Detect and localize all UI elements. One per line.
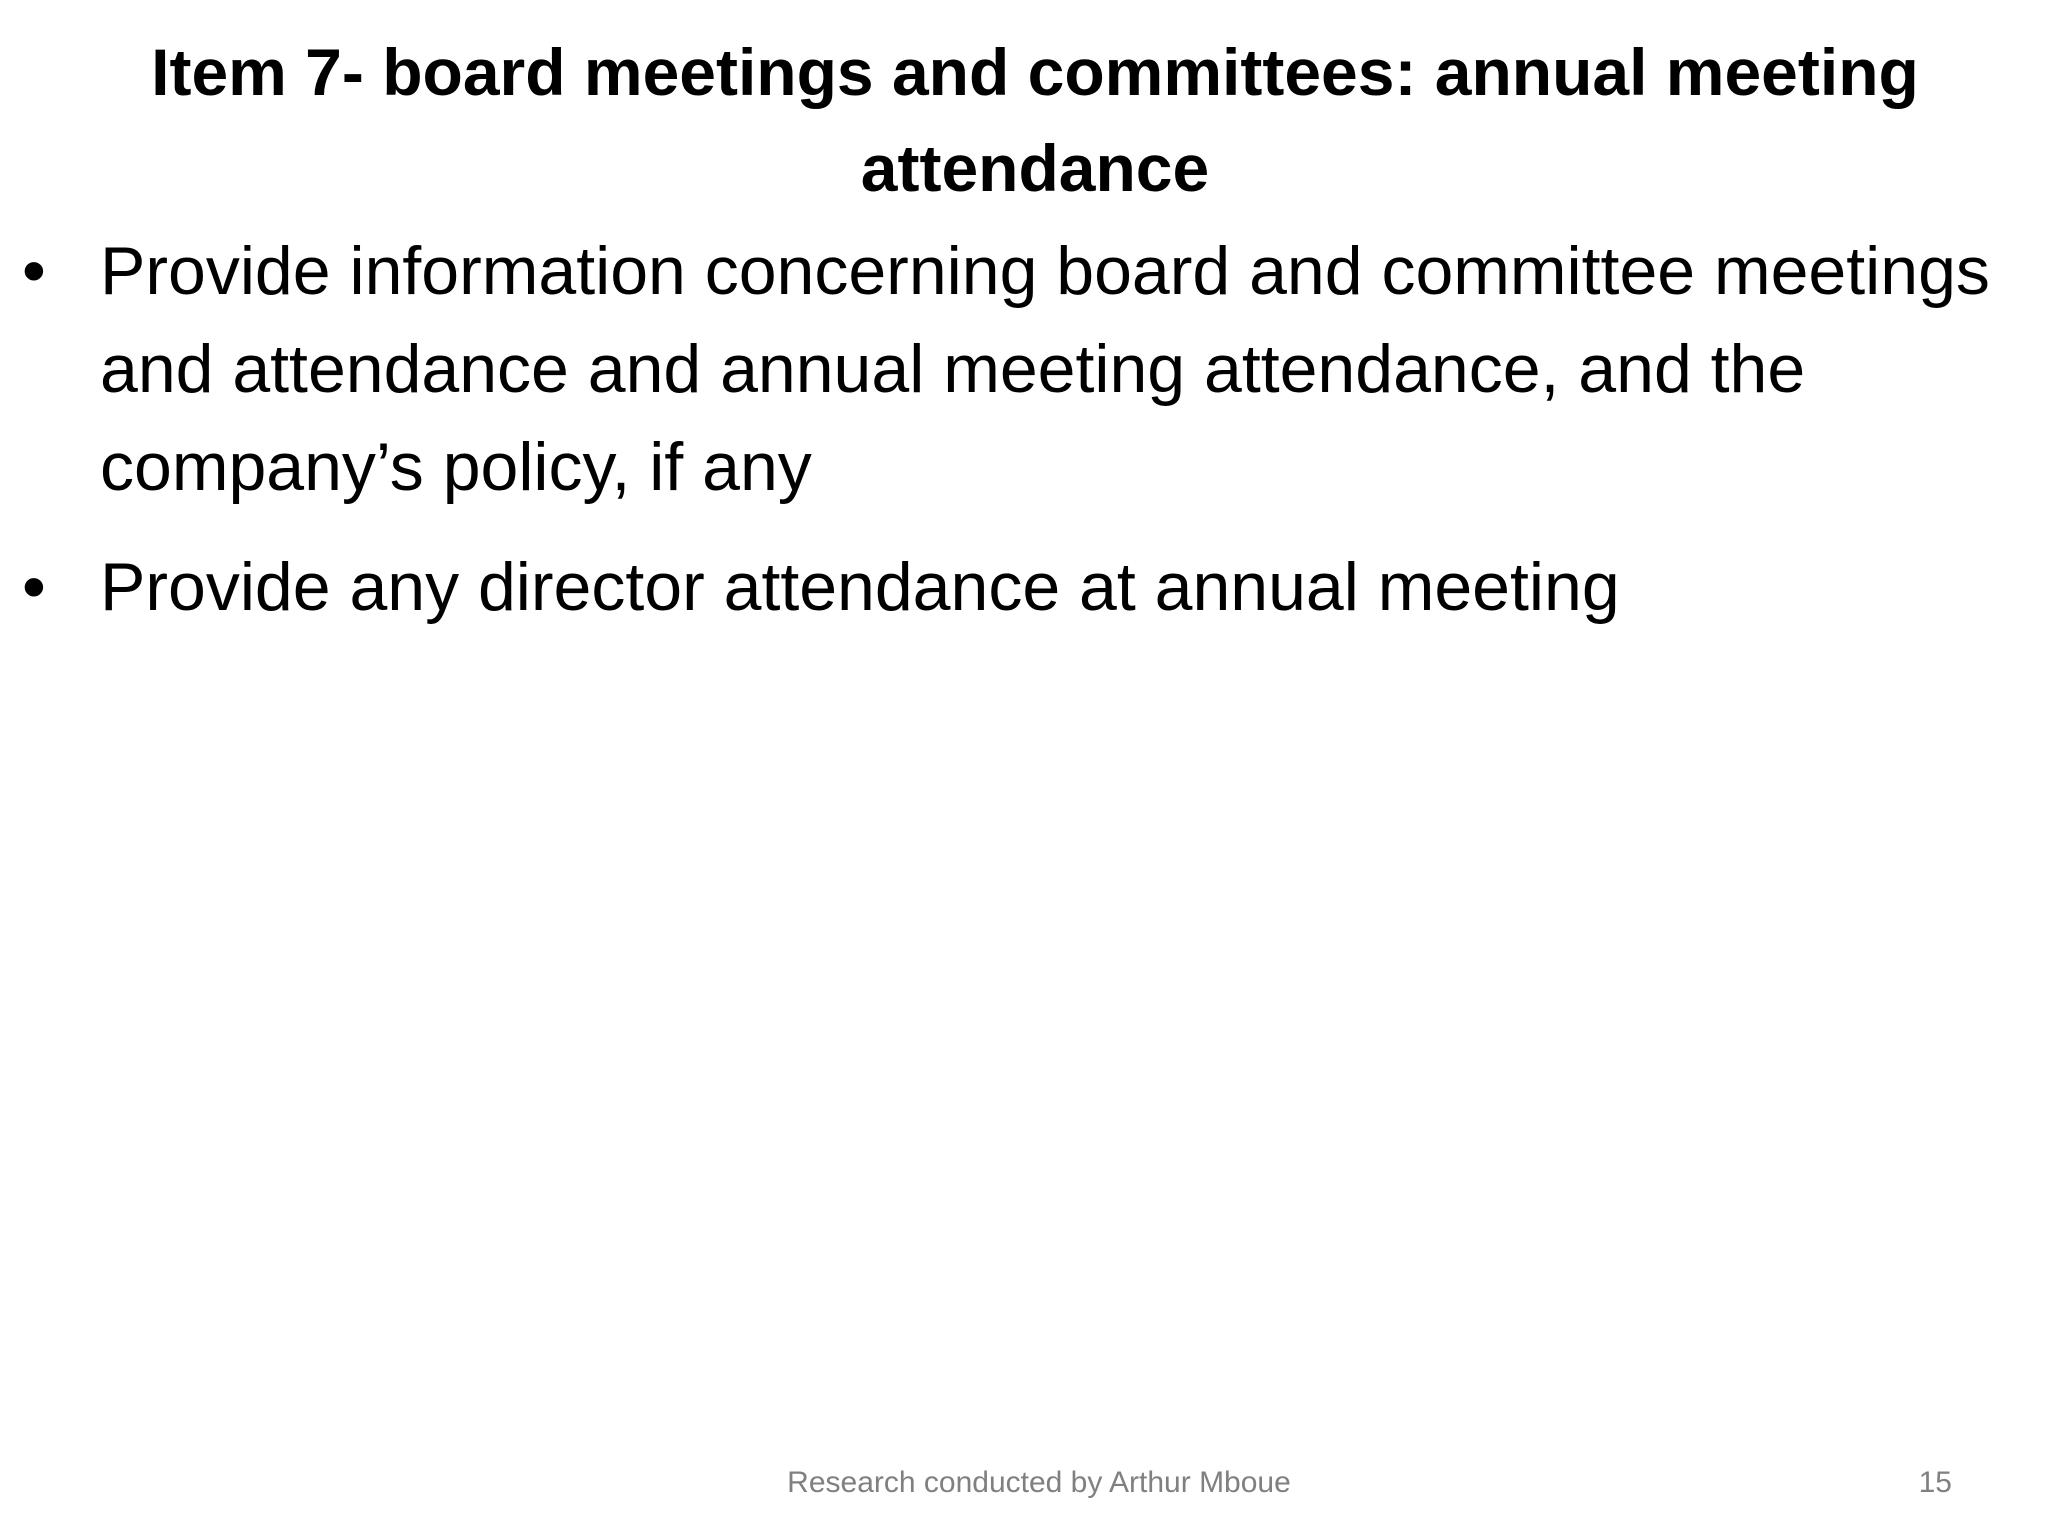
bullet-item bbox=[0, 538, 2048, 636]
bullet-text: Provide information concerning board and committee meetings and attendance and annual meeting attendance, and the company’s policy, if any bbox=[100, 233, 1990, 505]
page-number: 15 bbox=[1918, 1466, 1952, 1499]
footer-credit: Research conducted by Arthur Mboue bbox=[787, 1466, 1291, 1499]
bullet-marker: • bbox=[22, 233, 46, 309]
bullet-text: Provide any director attendance at annual meeting bbox=[100, 549, 1620, 625]
bullet-marker: • bbox=[22, 549, 46, 625]
slide-title: Item 7- board meetings and committees: annual meeting attendance bbox=[151, 35, 1919, 205]
bullet-list bbox=[0, 222, 2048, 658]
bullet-item bbox=[0, 222, 2048, 516]
